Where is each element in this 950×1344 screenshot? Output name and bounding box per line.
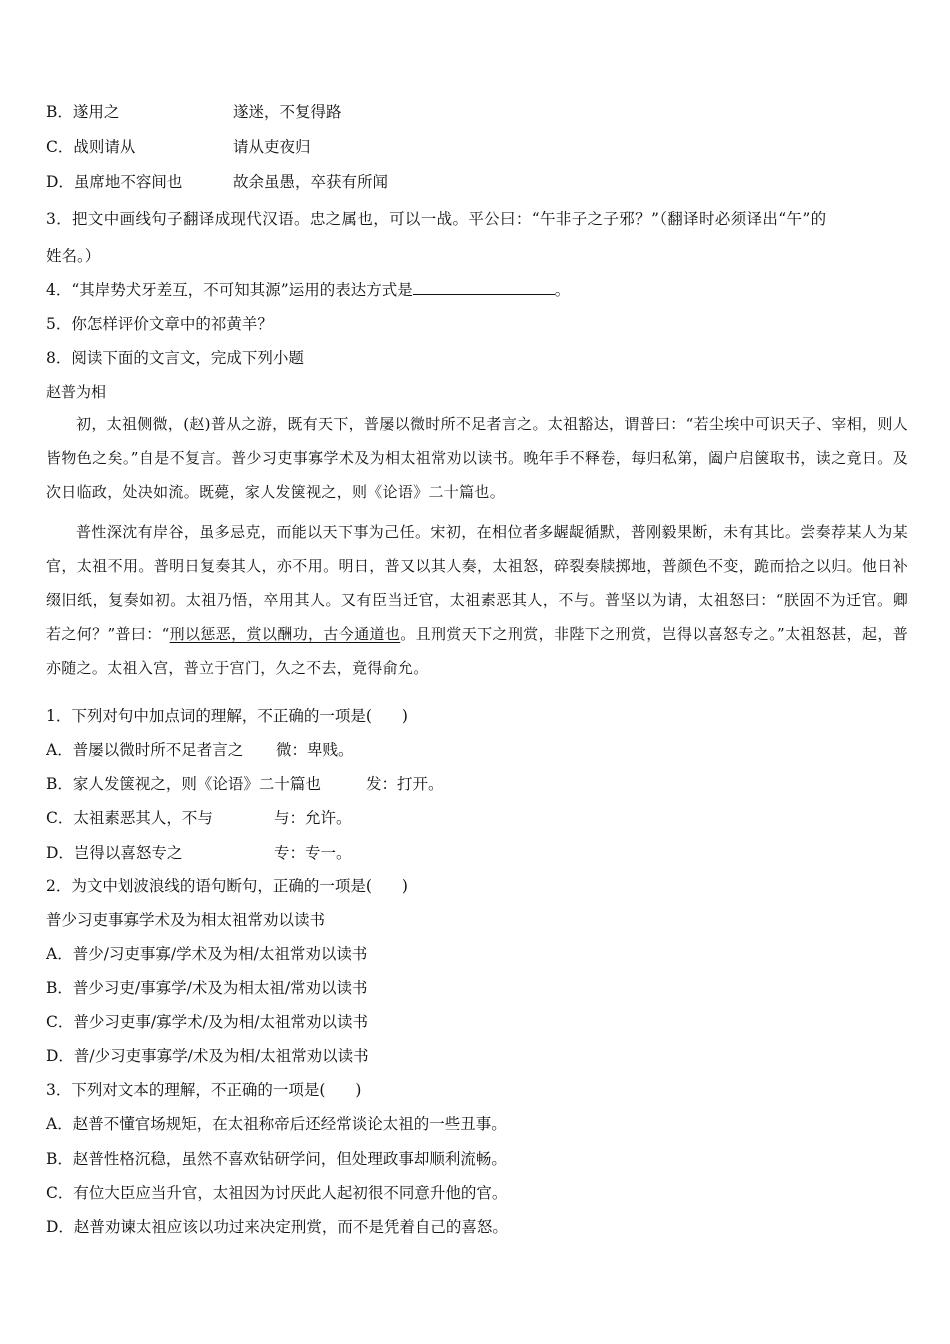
passage-title: 赵普为相 — [46, 383, 107, 401]
option-note: 发：打开。 — [366, 775, 444, 793]
question-paren: ) — [401, 877, 408, 895]
answer-blank[interactable] — [413, 280, 555, 295]
question-2-option-d[interactable]: D．普/少习吏事寡学/术及为相/太祖常劝以读书 — [46, 1047, 369, 1065]
passage-text: 。且刑赏天下之刑赏，非陛下之刑赏，岂得以喜怒专之。”太祖怒甚，起，普亦随之。太祖入宫，普立于宫门，久之不去，竟得俞允。 — [46, 625, 908, 677]
question-paren: ) — [355, 1081, 362, 1099]
option-example: 遂迷，不复得路 — [233, 103, 342, 121]
question-4 — [46, 280, 570, 300]
passage-paragraph-2 — [46, 515, 908, 685]
question-3-stem — [46, 1080, 361, 1100]
option-label: C．太祖素恶其人，不与 — [46, 809, 213, 827]
question-paren: ) — [401, 707, 408, 725]
question-stem: 2．为文中划波浪线的语句断句，正确的一项是( — [46, 877, 372, 895]
question-3-option-b[interactable]: B．赵普性格沉稳，虽然不喜欢钻研学问，但处理政事却顺利流畅。 — [46, 1150, 507, 1168]
question-5: 5．你怎样评价文章中的祁黄羊？ — [46, 315, 273, 333]
option-label: D．虽席地不容间也 — [46, 173, 183, 191]
question-2-option-a[interactable]: A．普少/习吏事寡/学术及为相/太祖常劝以读书 — [46, 945, 368, 963]
option-label: D．岂得以喜怒专之 — [46, 844, 183, 862]
question-1-stem — [46, 706, 408, 726]
question-2-stem — [46, 876, 408, 896]
option-note: 专：专一。 — [274, 844, 352, 862]
section-8-heading: 8．阅读下面的文言文，完成下列小题 — [46, 349, 304, 367]
option-label: A．普屡以微时所不足者言之 — [46, 741, 244, 759]
option-label: B．家人发箧视之，则《论语》二十篇也 — [46, 775, 321, 793]
question-3-option-a[interactable]: A．赵普不懂官场规矩，在太祖称帝后还经常谈论太祖的一些丑事。 — [46, 1115, 507, 1133]
passage-paragraph-1: 初，太祖侧微，(赵)普从之游，既有天下，普屡以微时所不足者言之。太祖豁达，谓普曰：“若尘埃中可识天子、宰相，则人皆物色之矣。”自是不复言。普少习吏事寡学术及为相太祖常劝以读书。晚年手不释卷，每归私第，阖户启箧取书，读之竟日。及次日临政，处决如流。既薨，家人发箧视之，则《论语》二十篇也。 — [46, 415, 908, 501]
question-3-translate: 3．把文中画线句子翻译成现代汉语。忠之属也，可以一战。平公曰：“午非子之子邪？”（翻译时必须译出“午”的 — [46, 210, 827, 228]
question-4-text: 4．“其岸势犬牙差互，不可知其源”运用的表达方式是 — [46, 281, 413, 299]
option-label: B．遂用之 — [46, 103, 120, 121]
question-2-sentence: 普少习吏事寡学术及为相太祖常劝以读书 — [46, 911, 326, 929]
question-2-option-c[interactable]: C．普少习吏事/寡学术/及为相/太祖常劝以读书 — [46, 1013, 369, 1031]
option-note: 与：允许。 — [274, 809, 352, 827]
question-stem: 3．下列对文本的理解，不正确的一项是( — [46, 1081, 326, 1099]
underlined-sentence: 刑以惩恶，赏以酬功，古今通道也 — [169, 625, 401, 643]
option-note: 微：卑贱。 — [276, 741, 354, 759]
question-4-suffix: 。 — [554, 281, 571, 299]
question-3-option-d[interactable]: D．赵普劝谏太祖应该以功过来决定刑赏，而不是凭着自己的喜怒。 — [46, 1218, 508, 1236]
option-example: 故余虽愚，卒获有所闻 — [233, 173, 389, 191]
question-3-translate-cont: 姓名。） — [46, 247, 101, 265]
option-example: 请从吏夜归 — [233, 138, 311, 156]
question-3-option-c[interactable]: C．有位大臣应当升官，太祖因为讨厌此人起初很不同意升他的官。 — [46, 1184, 508, 1202]
question-2-option-b[interactable]: B．普少习吏/事寡学/术及为相太祖/常劝以读书 — [46, 979, 368, 997]
option-label: C．战则请从 — [46, 138, 136, 156]
question-stem: 1．下列对句中加点词的理解，不正确的一项是( — [46, 707, 372, 725]
passage-text: 普性深沈有岸谷，虽多忌克，而能以天下事为己任。宋初，在相位者多龌龊循默，普刚毅果断，未有其比。尝奏荐某人为某官，太祖不用。普明日复奏其人，亦不用。明日，普又以其人奏，太祖怒，碎裂奏牍掷地，普颜色不变，跪而拾之以归。他日补缀旧纸，复奏如初。太祖乃悟，卒用其人。又有臣当迁官，太祖素恶其人，不与。普坚以为请，太祖怒曰：“朕固不为迁官。卿若之何？”普曰：“ — [46, 523, 908, 643]
